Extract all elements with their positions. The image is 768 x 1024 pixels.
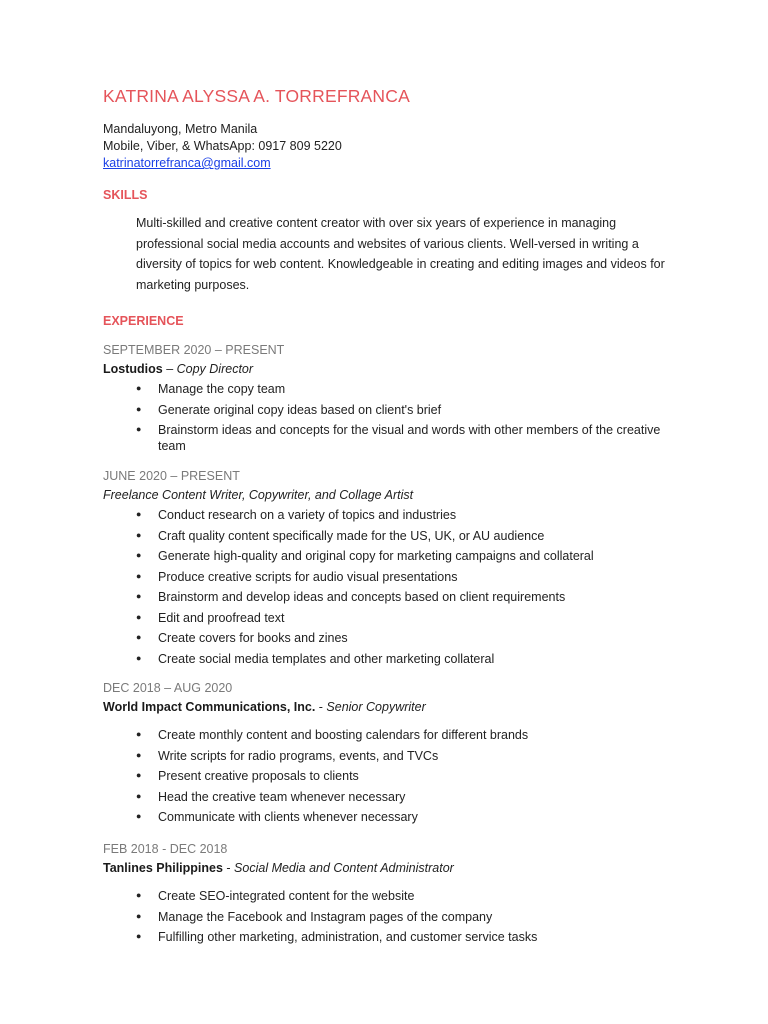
job-entry <box>103 468 683 670</box>
list-item <box>103 629 683 650</box>
duty-text: Manage the Facebook and Instagram pages of the company <box>158 909 493 924</box>
duty-text: Head the creative team whenever necessary <box>158 789 406 804</box>
job-entry <box>103 342 683 458</box>
duty-text: Create monthly content and boosting calendars for different brands <box>158 728 529 742</box>
job-role: Freelance Content Writer, Copywriter, and Collage Artist <box>103 488 414 502</box>
list-item <box>103 747 683 768</box>
list-item <box>103 808 683 829</box>
bullet-icon: ● <box>136 591 142 601</box>
list-item <box>103 588 683 609</box>
duty-text: Brainstorm and develop ideas and concepts based on client requirements <box>158 590 566 604</box>
skills-heading: SKILLS <box>103 188 148 202</box>
bullet-icon: ● <box>136 632 142 642</box>
bullet-icon: ● <box>136 570 142 581</box>
job-duties-list <box>103 887 683 949</box>
list-item <box>103 887 683 908</box>
job-entry <box>103 841 683 949</box>
contact-email-link[interactable]: katrinatorrefranca@gmail.com <box>103 156 271 170</box>
bullet-icon: ● <box>136 509 142 519</box>
job-separator: - <box>315 700 327 714</box>
contact-phone: Mobile, Viber, & WhatsApp: 0917 809 5220 <box>103 139 342 153</box>
bullet-icon: ● <box>136 749 142 760</box>
duty-text: Craft quality content specifically made for the US, UK, or AU audience <box>158 528 545 543</box>
bullet-icon: ● <box>136 890 142 900</box>
job-duties-list <box>103 726 683 829</box>
job-role: Social Media and Content Administrator <box>234 861 454 875</box>
duty-text: Generate original copy ideas based on client's brief <box>158 402 442 417</box>
list-item <box>103 767 683 788</box>
bullet-icon: ● <box>136 529 142 540</box>
contact-location: Mandaluyong, Metro Manila <box>103 122 258 136</box>
bullet-icon: ● <box>136 403 142 414</box>
bullet-icon: ● <box>136 550 142 560</box>
job-title-line <box>103 487 683 506</box>
job-title-line <box>103 860 683 879</box>
list-item <box>103 547 683 568</box>
duty-text: Write scripts for radio programs, events, and TVCs <box>158 748 439 763</box>
job-title-line <box>103 361 683 380</box>
list-item <box>103 726 683 747</box>
skills-summary: Multi-skilled and creative content creator with over six years of experience in managing professional social media accounts and websites of various clients. Well-versed in writing a diversity of topics for web content. Knowledgeable in creating and editing images and videos for marketing purposes. <box>136 216 665 292</box>
bullet-icon: ● <box>136 611 142 622</box>
job-entry <box>103 680 683 829</box>
list-item <box>103 380 683 401</box>
duty-text: Brainstorm ideas and concepts for the visual and words with other members of the creative team <box>158 423 661 453</box>
bullet-icon: ● <box>136 729 142 739</box>
list-item <box>103 421 683 458</box>
job-company: Lostudios <box>103 362 163 376</box>
duty-text: Edit and proofread text <box>158 610 285 625</box>
job-separator: - <box>222 861 235 875</box>
duty-text: Fulfilling other marketing, administration, and customer service tasks <box>158 930 538 944</box>
job-role: Copy Director <box>176 362 254 376</box>
job-date: JUNE 2020 – PRESENT <box>103 469 240 483</box>
duty-text: Communicate with clients whenever necessary <box>158 810 418 824</box>
list-item <box>103 788 683 809</box>
list-item <box>103 650 683 671</box>
job-date: DEC 2018 – AUG 2020 <box>103 681 233 695</box>
bullet-icon: ● <box>136 424 142 434</box>
duty-text: Produce creative scripts for audio visual presentations <box>158 569 458 584</box>
duty-text: Generate high-quality and original copy for marketing campaigns and collateral <box>158 549 594 563</box>
list-item <box>103 568 683 589</box>
duty-text: Conduct research on a variety of topics and industries <box>158 508 457 522</box>
duty-text: Create social media templates and other marketing collateral <box>158 651 495 666</box>
job-company: World Impact Communications, Inc. <box>103 700 316 714</box>
bullet-icon: ● <box>136 652 142 663</box>
list-item <box>103 609 683 630</box>
duty-text: Create SEO-integrated content for the website <box>158 889 415 903</box>
job-date: SEPTEMBER 2020 – PRESENT <box>103 343 285 357</box>
duty-text: Create covers for books and zines <box>158 631 348 645</box>
experience-heading: EXPERIENCE <box>103 314 184 328</box>
job-duties-list <box>103 380 683 458</box>
contact-block <box>103 121 342 172</box>
bullet-icon: ● <box>136 383 142 393</box>
bullet-icon: ● <box>136 931 142 941</box>
job-duties-list <box>103 506 683 670</box>
duty-text: Manage the copy team <box>158 382 286 396</box>
duty-text: Present creative proposals to clients <box>158 769 359 783</box>
bullet-icon: ● <box>136 790 142 801</box>
list-item <box>103 527 683 548</box>
job-separator: – <box>162 362 177 376</box>
job-role: Senior Copywriter <box>326 700 426 714</box>
job-date: FEB 2018 - DEC 2018 <box>103 842 228 856</box>
candidate-name: KATRINA ALYSSA A. TORREFRANCA <box>103 86 410 106</box>
list-item <box>103 401 683 422</box>
job-title-line <box>103 699 683 718</box>
list-item <box>103 908 683 929</box>
bullet-icon: ● <box>136 770 142 780</box>
list-item <box>103 506 683 527</box>
bullet-icon: ● <box>136 811 142 821</box>
list-item <box>103 928 683 949</box>
bullet-icon: ● <box>136 910 142 921</box>
job-company: Tanlines Philippines <box>103 861 223 875</box>
